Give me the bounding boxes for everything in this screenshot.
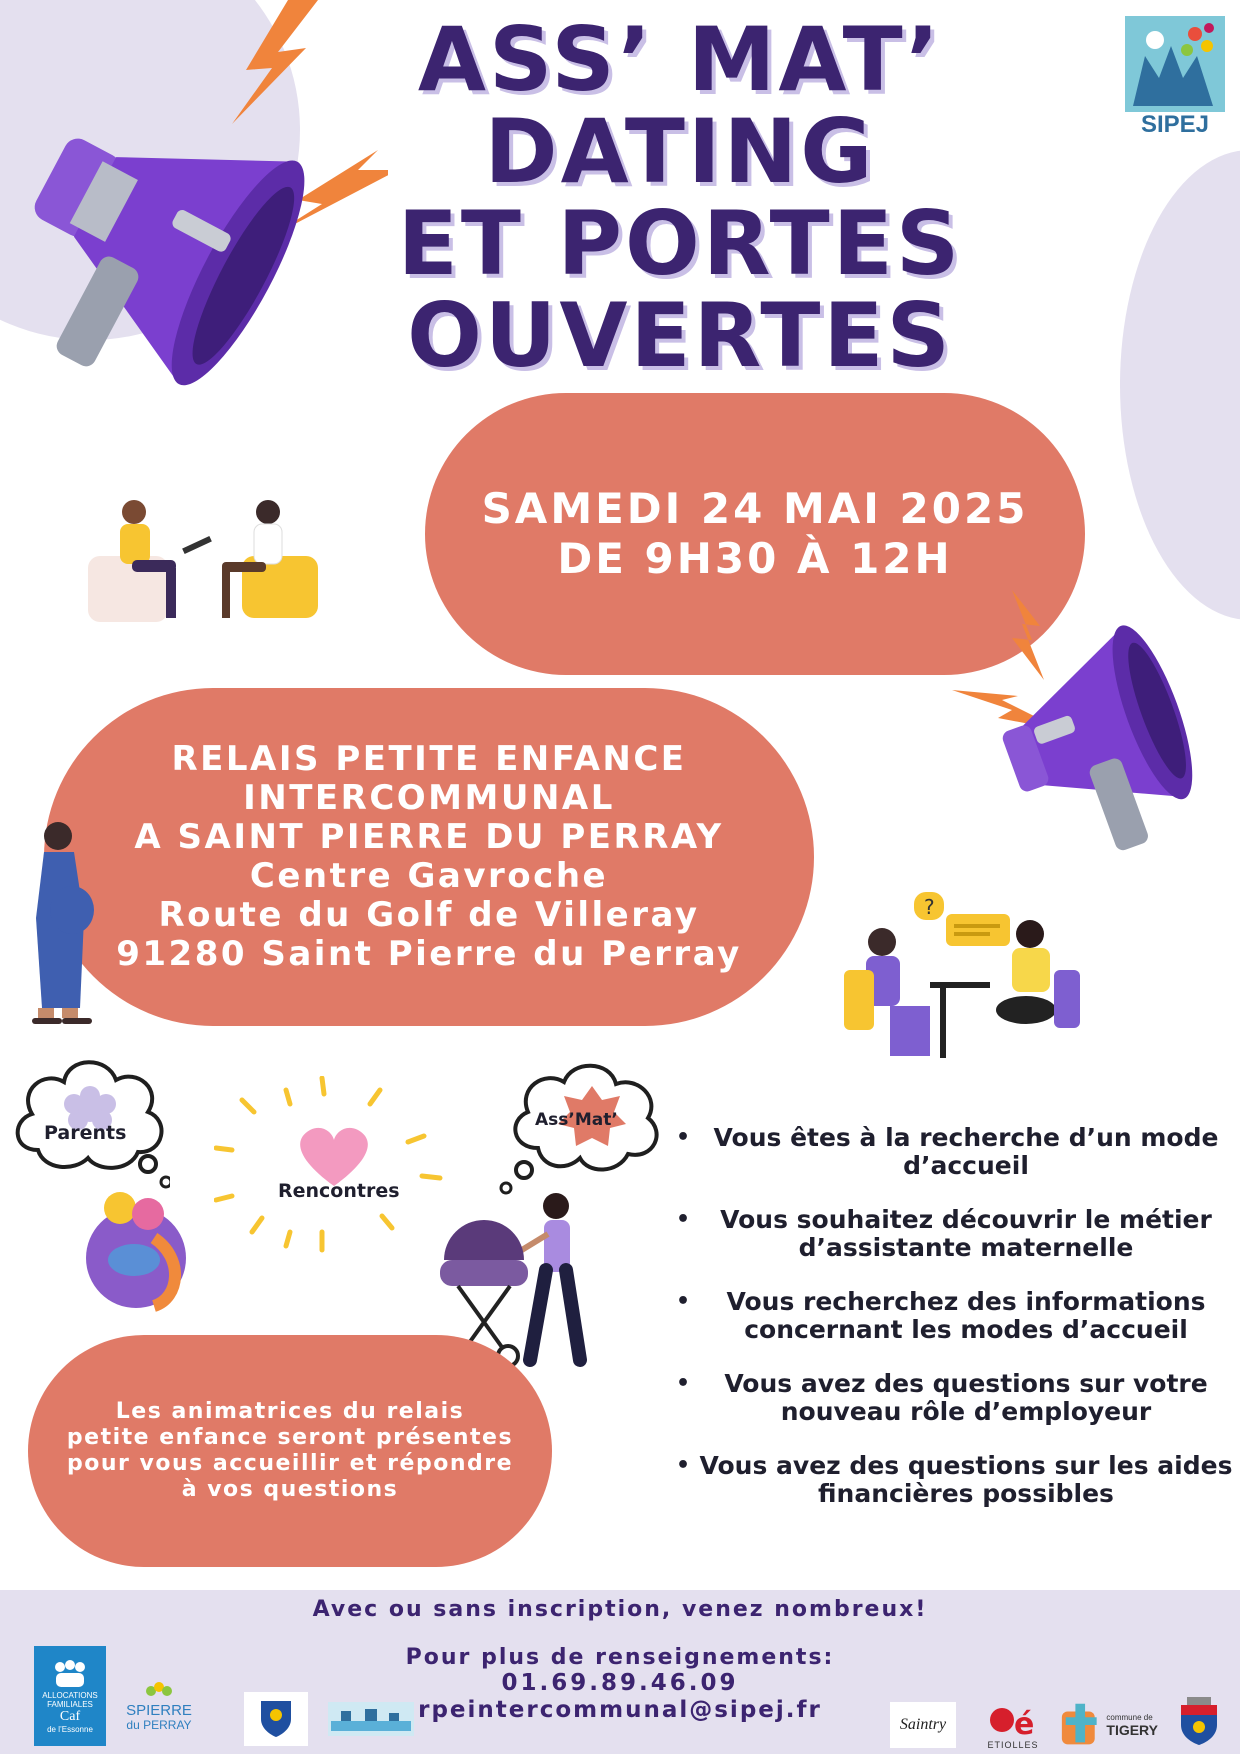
location-block — [44, 688, 814, 1026]
location-line-1: RELAIS PETITE ENFANCE — [171, 739, 687, 779]
caf-text-2: FAMILIALES — [47, 1699, 93, 1709]
background-blob-right — [1120, 150, 1240, 620]
sipej-logo-mark — [1125, 16, 1225, 112]
svg-text:?: ? — [924, 895, 935, 919]
location-line-3: A SAINT PIERRE DU PERRAY — [134, 817, 724, 857]
list-item: • Vous avez des questions sur votre nouveau rôle d’employeur — [676, 1370, 1236, 1426]
sipej-logo — [1122, 12, 1228, 142]
title-line-4: OUVERTES — [407, 284, 953, 387]
assmat-label: Ass’Mat’ — [535, 1110, 618, 1130]
etiolles-mark-icon — [986, 1704, 1040, 1740]
title-line-3: ET PORTES — [397, 192, 963, 295]
footer-email: rpeintercommunal@sipej.fr — [418, 1697, 822, 1723]
location-line-4: Centre Gavroche — [249, 856, 609, 896]
location-line-6: 91280 Saint Pierre du Perray — [116, 934, 742, 974]
crest-icon — [1179, 1695, 1219, 1747]
footer-info-label: Pour plus de renseignements: — [405, 1645, 835, 1670]
spierre-text-2: du PERRAY — [126, 1717, 192, 1732]
municipal-crest-logo — [1176, 1692, 1222, 1750]
caf-text-1: ALLOCATIONS — [42, 1690, 98, 1700]
info-line-3: pour vous accueillir et répondre — [67, 1451, 513, 1476]
rencontres-sunburst — [214, 1076, 454, 1256]
caf-text-4: de l’Essonne — [47, 1724, 93, 1734]
sipej-logo-text: SIPEJ — [1140, 111, 1210, 138]
reasons-list — [676, 1124, 1236, 1534]
megaphone-icon-small — [952, 580, 1232, 880]
etiolles-text: ETIOLLES — [987, 1740, 1039, 1750]
title-line-1: ASS’ MAT’ — [417, 8, 943, 111]
info-line-2: petite enfance seront présentes — [66, 1425, 514, 1450]
info-line-1: Les animatrices du relais — [115, 1399, 465, 1424]
tigery-text-2: TIGERY — [1106, 1721, 1158, 1738]
saintry-logo: Saintry — [890, 1702, 956, 1748]
morsang-sur-seine-logo — [328, 1702, 414, 1736]
parents-thought-cloud — [8, 1050, 170, 1190]
spierre-flower-icon — [141, 1681, 177, 1703]
title-line-2: DATING — [484, 100, 876, 203]
rencontres-label: Rencontres — [278, 1180, 400, 1202]
location-line-5: Route du Golf de Villeray — [158, 895, 700, 935]
shield-icon — [259, 1699, 293, 1739]
info-block — [28, 1335, 552, 1567]
footer-registration-note: Avec ou sans inscription, venez nombreux! — [312, 1597, 928, 1622]
caf-family-icon — [50, 1659, 90, 1691]
tigery-text-1: commune de — [1106, 1712, 1153, 1722]
footer-phone: 01.69.89.46.09 — [501, 1670, 739, 1696]
list-item: • Vous recherchez des informations concernant les modes d’accueil — [676, 1288, 1236, 1344]
list-item: • Vous êtes à la recherche d’un mode d’accueil — [676, 1124, 1236, 1180]
saint-pierre-du-perray-logo — [118, 1674, 200, 1738]
list-item: • Vous avez des questions sur les aides financières possibles — [676, 1452, 1236, 1508]
caf-logo — [34, 1646, 106, 1746]
svg-text:é: é — [1014, 1707, 1035, 1740]
etiolles-logo — [982, 1700, 1044, 1754]
riverside-icon — [331, 1707, 411, 1731]
caf-text-3: Caf — [59, 1708, 81, 1724]
parents-label: Parents — [44, 1122, 127, 1144]
tigery-mark-icon — [1058, 1701, 1104, 1749]
interview-illustration — [82, 490, 322, 640]
location-line-2: INTERCOMMUNAL — [243, 778, 615, 818]
parents-baby-illustration — [84, 1188, 188, 1318]
time-line: DE 9H30 À 12H — [557, 534, 953, 583]
meeting-illustration — [840, 890, 1090, 1065]
list-item: • Vous souhaitez découvrir le métier d’assistante maternelle — [676, 1206, 1236, 1262]
date-line: SAMEDI 24 MAI 2025 — [481, 484, 1029, 533]
info-line-4: à vos questions — [181, 1477, 399, 1502]
coat-of-arms-logo — [244, 1692, 308, 1746]
megaphone-icon — [18, 0, 388, 420]
pregnant-woman-illustration — [22, 818, 94, 1028]
tigery-logo — [1058, 1700, 1158, 1750]
spierre-text-1: SPIERRE — [126, 1701, 192, 1719]
page-title — [360, 8, 1000, 387]
